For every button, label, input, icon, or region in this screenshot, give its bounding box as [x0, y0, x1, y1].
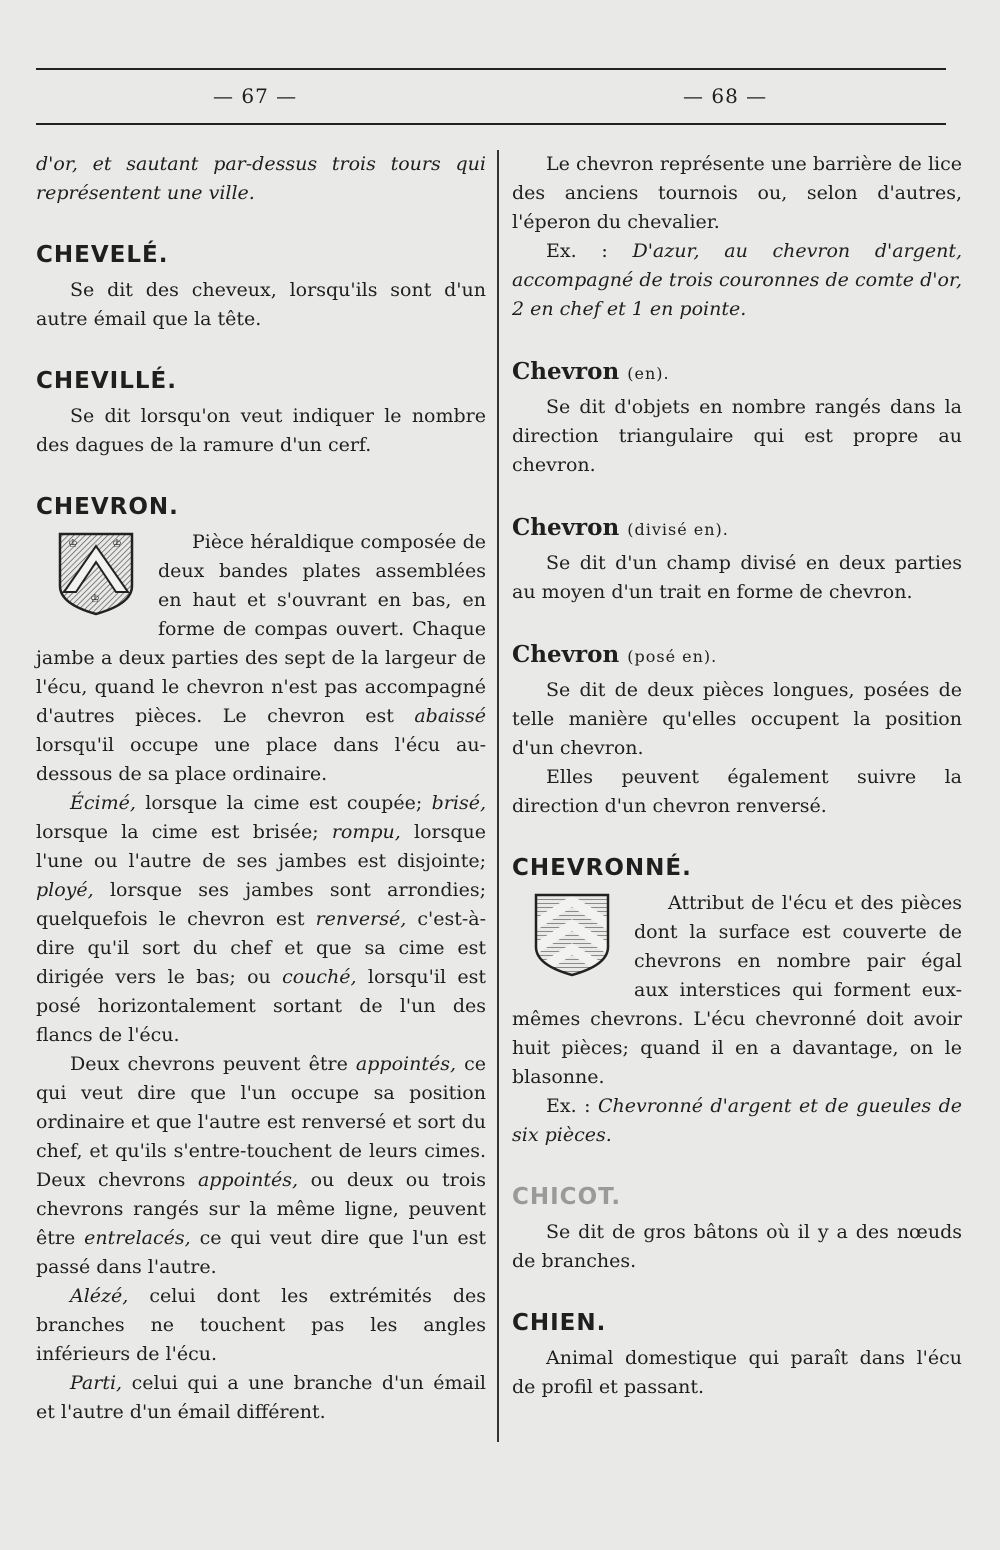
entry-text-cheville: Se dit lorsqu'on veut indiquer le nombre des dagues de la ramure d'un cerf. [36, 405, 486, 456]
entry-text-chevron-pose-2: Elles peuvent également suivre la direction d'un chevron renversé. [512, 766, 962, 817]
entry-text-chevron-en: Se dit d'objets en nombre rangés dans la direction triangulaire qui est propre au chevron. [512, 396, 962, 476]
entry-title-chevron: CHEVRON. [36, 494, 179, 520]
entry-text-chevronne: Attribut de l'écu et des pièces dont la surface est couverte de chevrons en nombre pair égal aux interstices qui forment eux-mêmes chevrons. L'écu chevronné doit avoir huit pièces; quand il en a davantage, on le blasonne. [512, 892, 962, 1088]
entry-text-chevron-p4: Alézé, celui dont les extrémités des branches ne touchent pas les angles inférieurs de l'écu. [36, 1285, 486, 1365]
entry-text-chevron-divise: Se dit d'un champ divisé en deux parties au moyen d'un trait en forme de chevron. [512, 552, 962, 603]
entry-title-chevron-en: Chevron (en). [512, 358, 670, 385]
intro-italic-text: d'or, et sautant par-dessus trois tours qui représentent une ville. [36, 153, 486, 204]
entry-text-chevele: Se dit des cheveux, lorsqu'ils sont d'un autre émail que la tête. [36, 279, 486, 330]
svg-text:♔: ♔ [68, 537, 78, 550]
right-column [512, 150, 962, 1402]
entry-title-chevron-divise: Chevron (divisé en). [512, 514, 729, 541]
svg-text:♔: ♔ [112, 537, 122, 550]
entry-text-chien: Animal domestique qui paraît dans l'écu de profil et passant. [512, 1347, 962, 1398]
svg-text:♔: ♔ [90, 592, 100, 605]
entry-text-chevron-p1: ♔ ♔ ♔ Pièce héraldique composée de deux bandes plates assemblées en haut et s'ouvrant en bas, en forme de compas ouvert. Chaque jambe a deux parties des sept de la largeur de l'écu, quand le chevron n'est pas accompagné d'autres pièces. Le chevron est abaissé lorsqu'il occupe une place dans l'écu au-dessous de sa place ordinaire. [36, 531, 486, 785]
entry-title-cheville: CHEVILLÉ. [36, 368, 177, 394]
entry-text-chevron-p2: Écimé, lorsque la cime est coupée; brisé, lorsque la cime est brisée; rompu, lorsque l'une ou l'autre de ses jambes est disjointe; ployé, lorsque ses jambes sont arrondies; quelquefois le chevron est renversé, c'est-à-dire qu'il sort du chef et que sa cime est dirigée vers le bas; ou couché, lorsqu'il est posé horizontalement sortant de l'un des flancs de l'écu. [36, 792, 486, 1046]
entry-text-chevron-p3: Deux chevrons peuvent être appointés, ce qui veut dire que l'un occupe sa position ordinaire et que l'autre est renversé et sort du chef, et qu'ils s'entre-touchent de leurs cimes. Deux chevrons appointés, ou deux ou trois chevrons rangés sur la même ligne, peuvent être entrelacés, ce qui veut dire que l'un est passé dans l'autre. [36, 1053, 486, 1278]
chevronne-example: Ex. : Chevronné d'argent et de gueules de six pièces. [512, 1095, 962, 1146]
entry-text-chevron-p5: Parti, celui qui a une branche d'un émail et l'autre d'un émail différent. [36, 1372, 486, 1423]
entry-title-chicot: CHICOT. [512, 1184, 622, 1210]
left-column [36, 150, 486, 1427]
column-divider [497, 150, 499, 1442]
chevron-example: Ex. : D'azur, au chevron d'argent, accompagné de trois couronnes de comte d'or, 2 en chef et 1 en pointe. [512, 240, 962, 320]
entry-text-chevron-pose-1: Se dit de deux pièces longues, posées de telle manière qu'elles occupent la position d'un chevron. [512, 679, 962, 759]
entry-title-chevele: CHEVELÉ. [36, 242, 169, 268]
entry-title-chevronne: CHEVRONNÉ. [512, 855, 692, 881]
shield-chevronny-icon [532, 891, 612, 977]
entry-title-chien: CHIEN. [512, 1310, 607, 1336]
top-rule [36, 68, 946, 70]
left-page-number: — 67 — [213, 84, 298, 108]
shield-chevron-icon [56, 530, 136, 616]
entry-title-chevron-pose: Chevron (posé en). [512, 641, 718, 668]
entry-text-chicot: Se dit de gros bâtons où il y a des nœuds de branches. [512, 1221, 962, 1272]
right-page-number: — 68 — [683, 84, 768, 108]
chevron-continued-text: Le chevron représente une barrière de lice des anciens tournois ou, selon d'autres, l'éperon du chevalier. [512, 153, 962, 233]
header-rule [36, 123, 946, 125]
